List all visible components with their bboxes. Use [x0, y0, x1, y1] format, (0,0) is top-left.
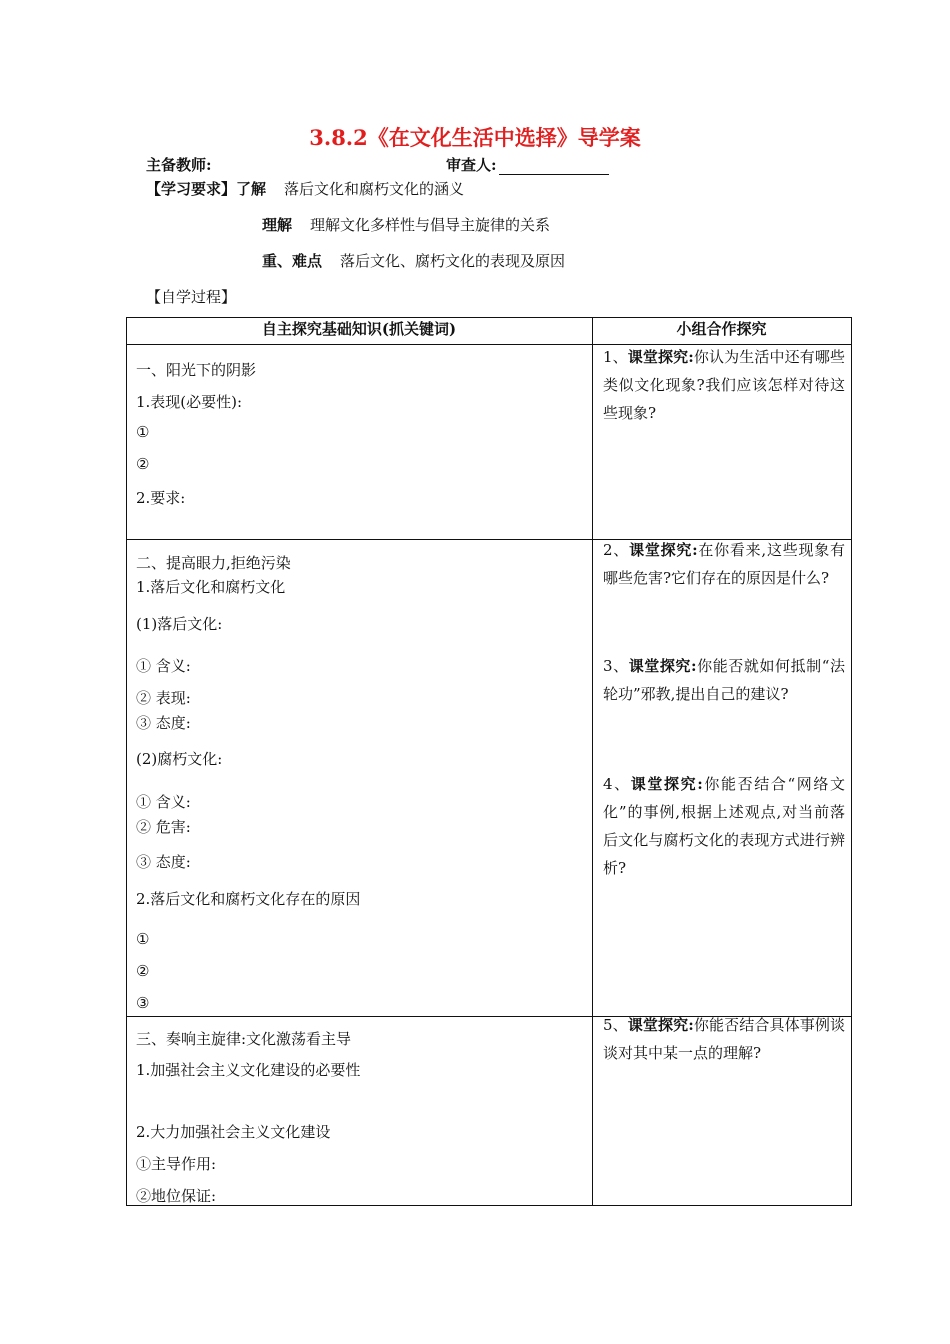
column-header-group-study: 小组合作探究: [676, 320, 767, 338]
reviewer-blank-line: [499, 160, 609, 175]
question-text: 在你看来,这些现象有哪些危害?它们存在的原因是什么?: [603, 541, 845, 587]
table-column-divider: [592, 317, 593, 1206]
section-2-line: ②: [136, 962, 150, 980]
section-3-line: 2.大力加强社会主义文化建设: [136, 1123, 331, 1141]
comprehend-label: 理解: [262, 216, 293, 234]
section-2-line: ③ 态度:: [136, 714, 191, 732]
section-3-line: ②地位保证:: [136, 1187, 217, 1205]
question-number: 5、: [603, 1016, 628, 1034]
requirement-understand: [146, 178, 464, 199]
understand-text: 落后文化和腐朽文化的涵义: [284, 180, 465, 198]
section-2-line: ③: [136, 994, 150, 1012]
section-2-line: ①: [136, 930, 150, 948]
key-text: 落后文化、腐朽文化的表现及原因: [340, 252, 566, 270]
question-number: 2、: [603, 541, 630, 559]
understand-label: 了解: [236, 180, 267, 198]
section-2-line: 1.落后文化和腐朽文化: [136, 578, 286, 596]
question-3: [603, 652, 845, 708]
section-3-line: 1.加强社会主义文化建设的必要性: [136, 1061, 361, 1079]
section-2-line: ② 危害:: [136, 818, 191, 836]
reviewer-label: 审查人:: [446, 156, 497, 174]
section-1-title: 一、阳光下的阴影: [136, 361, 257, 379]
question-1: [603, 343, 845, 427]
section-2-line: (1)落后文化:: [136, 615, 223, 633]
section-2-line: 2.落后文化和腐朽文化存在的原因: [136, 890, 361, 908]
section-2-line: ① 含义:: [136, 657, 191, 675]
question-number: 4、: [603, 775, 631, 793]
table-border-left: [126, 317, 127, 1206]
section-1-line: 2.要求:: [136, 489, 186, 507]
key-label: 重、难点: [262, 252, 323, 270]
question-label: 课堂探究:: [630, 775, 703, 793]
requirement-key: [262, 250, 565, 271]
section-1-line: 1.表现(必要性):: [136, 393, 243, 411]
section-3-title: 三、奏响主旋律:文化激荡看主导: [136, 1030, 352, 1048]
reviewer-field: [446, 154, 609, 175]
section-2-line: ① 含义:: [136, 793, 191, 811]
question-number: 1、: [603, 348, 628, 366]
table-border-right: [851, 317, 852, 1206]
question-label: 课堂探究:: [627, 1016, 694, 1034]
requirement-comprehend: [262, 214, 550, 235]
question-text: 你能否结合“网络文化”的事例,根据上述观点,对当前落后文化与腐朽文化的表现方式进行辨析?: [603, 775, 845, 877]
section-1-line: ①: [136, 423, 150, 441]
question-number: 3、: [603, 657, 629, 675]
table-border-bottom: [126, 1205, 852, 1206]
section-3-line: ①主导作用:: [136, 1155, 217, 1173]
section-2-line: (2)腐朽文化:: [136, 750, 223, 768]
section-1-line: ②: [136, 455, 150, 473]
section-2-line: ③ 态度:: [136, 853, 191, 871]
comprehend-text: 理解文化多样性与倡导主旋律的关系: [310, 216, 551, 234]
question-2: [603, 536, 845, 592]
section-2-line: ② 表现:: [136, 689, 191, 707]
column-header-self-study: 自主探究基础知识(抓关键词): [261, 320, 457, 338]
process-label: 【自学过程】: [146, 288, 237, 306]
teacher-label: 主备教师:: [146, 156, 212, 174]
question-label: 课堂探究:: [629, 541, 698, 559]
question-label: 课堂探究:: [628, 657, 697, 675]
section-2-title: 二、提高眼力,拒绝污染: [136, 554, 291, 572]
question-text: 你能否就如何抵制“法轮功”邪教,提出自己的建议?: [603, 657, 846, 703]
question-label: 课堂探究:: [627, 348, 694, 366]
question-5: [603, 1011, 845, 1067]
requirements-label: 【学习要求】: [146, 180, 237, 198]
question-text: 你能否结合具体事例谈谈对其中某一点的理解?: [603, 1016, 845, 1062]
question-4: [603, 770, 845, 882]
question-text: 你认为生活中还有哪些类似文化现象?我们应该怎样对待这些现象?: [603, 348, 845, 422]
page-title: 3.8.2《在文化生活中选择》导学案: [309, 125, 641, 150]
